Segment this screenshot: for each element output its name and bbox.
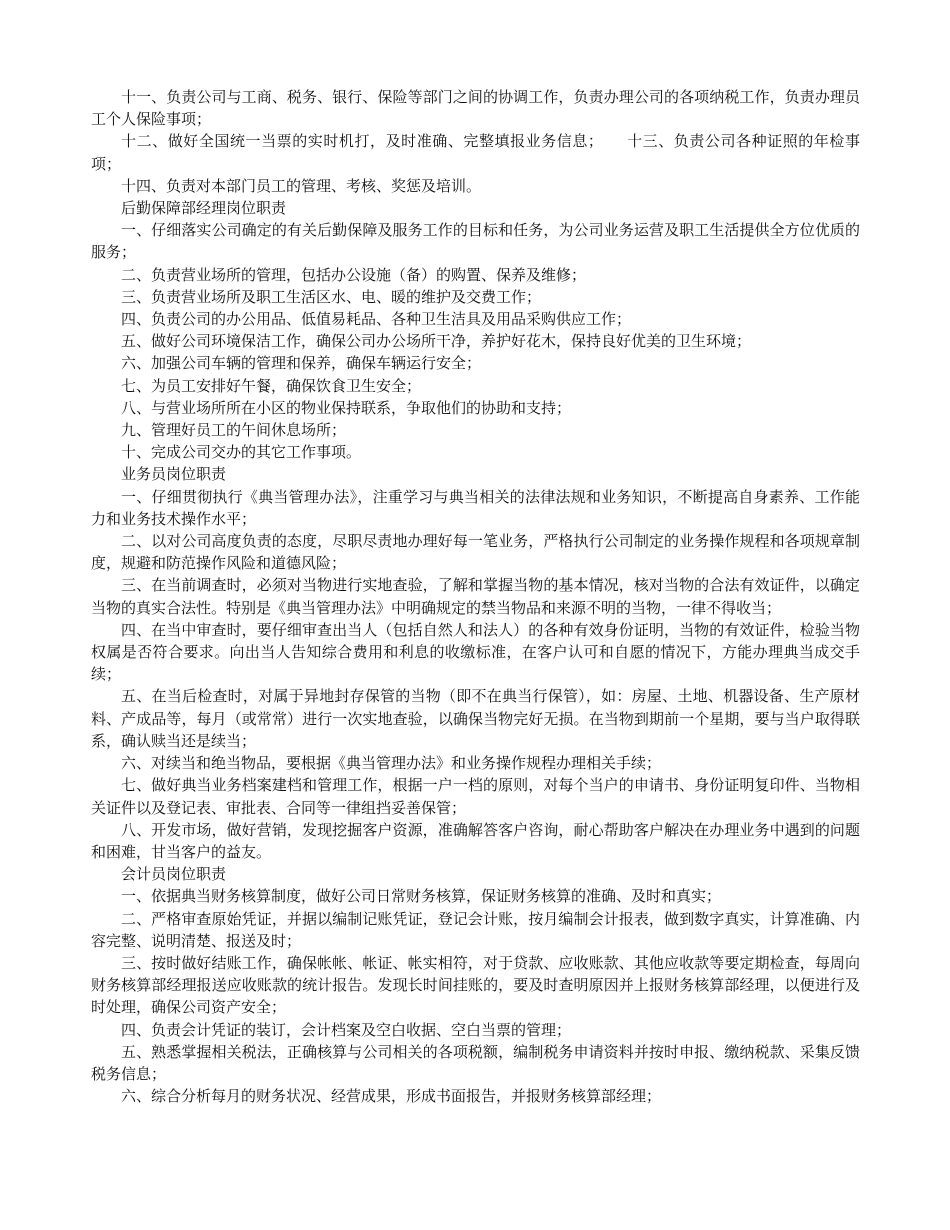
paragraph: 五、做好公司环境保洁工作，确保公司办公场所干净，养护好花木，保持良好优美的卫生环境； xyxy=(121,332,752,351)
paragraph: 一、依据典当财务核算制度，做好公司日常财务核算，保证财务核算的准确、及时和真实； xyxy=(121,887,722,906)
paragraph: 二、严格审查原始凭证，并据以编制记账凭证，登记会计账，按月编制会计报表，做到数字真实，计算准确、内容完整、说明清楚、报送及时； xyxy=(91,909,860,950)
paragraph: 四、负责会计凭证的装订，会计档案及空白收据、空白当票的管理； xyxy=(121,1020,572,1039)
paragraph: 十二、做好全国统一当票的实时机打，及时准确、完整填报业务信息； 十三、负责公司各种证照的年检事项； xyxy=(91,132,860,173)
paragraph: 六、综合分析每月的财务状况、经营成果，形成书面报告，并报财务核算部经理； xyxy=(121,1087,662,1106)
section-heading: 会计员岗位职责 xyxy=(121,865,227,884)
paragraph: 二、以对公司高度负责的态度，尽职尽责地办理好每一笔业务，严格执行公司制定的业务操作规程和各项规章制度，规避和防范操作风险和道德风险； xyxy=(91,532,860,573)
paragraph: 十四、负责对本部门员工的管理、考核、奖惩及培训。 xyxy=(121,176,482,195)
paragraph: 七、为员工安排好午餐，确保饮食卫生安全； xyxy=(121,376,422,395)
paragraph: 六、对续当和绝当物品，要根据《典当管理办法》和业务操作规程办理相关手续； xyxy=(121,754,662,773)
paragraph: 三、负责营业场所及职工生活区水、电、暖的维护及交费工作； xyxy=(121,287,542,306)
paragraph: 三、按时做好结账工作，确保帐帐、帐证、帐实相符，对于贷款、应收账款、其他应收款等要定期检查，每周向财务核算部经理报送应收账款的统计报告。发现长时间挂账的，要及时查明原因并上报财务核算部经理，以便进行及时处理，确保公司资产安全； xyxy=(91,953,860,1017)
paragraph: 十一、负责公司与工商、税务、银行、保险等部门之间的协调工作，负责办理公司的各项纳税工作，负责办理员工个人保险事项； xyxy=(91,88,860,129)
paragraph: 八、开发市场，做好营销，发现挖掘客户资源，准确解答客户咨询，耐心帮助客户解决在办理业务中遇到的问题和困难，甘当客户的益友。 xyxy=(91,820,860,861)
paragraph: 五、熟悉掌握相关税法，正确核算与公司相关的各项税额，编制税务申请资料并按时申报、缴纳税款、采集反馈税务信息； xyxy=(91,1042,860,1083)
paragraph: 九、管理好员工的午间休息场所； xyxy=(121,421,347,440)
paragraph: 一、仔细落实公司确定的有关后勤保障及服务工作的目标和任务，为公司业务运营及职工生活提供全方位优质的服务； xyxy=(91,221,860,262)
paragraph: 六、加强公司车辆的管理和保养，确保车辆运行安全； xyxy=(121,354,482,373)
paragraph: 一、仔细贯彻执行《典当管理办法》，注重学习与典当相关的法律法规和业务知识，不断提高自身素养、工作能力和业务技术操作水平； xyxy=(91,487,860,528)
section-heading: 业务员岗位职责 xyxy=(121,465,227,484)
paragraph: 四、负责公司的办公用品、低值易耗品、各种卫生洁具及用品采购供应工作； xyxy=(121,310,632,329)
paragraph: 五、在当后检查时，对属于异地封存保管的当物（即不在典当行保管），如：房屋、土地、机器设备、生产原材料、产成品等，每月（或常常）进行一次实地查验，以确保当物完好无损。在当物到期前一个星期，要与当户取得联系，确认赎当还是续当； xyxy=(91,687,860,750)
paragraph: 十、完成公司交办的其它工作事项。 xyxy=(121,443,362,462)
paragraph: 八、与营业场所所在小区的物业保持联系，争取他们的协助和支持； xyxy=(121,398,572,417)
paragraph: 四、在当中审查时，要仔细审查出当人（包括自然人和法人）的各种有效身份证明，当物的有效证件，检验当物权属是否符合要求。向出当人告知综合费用和利息的收缴标准，在客户认可和自愿的情况下，方能办理典当成交手续； xyxy=(91,620,860,684)
paragraph: 七、做好典当业务档案建档和管理工作，根据一户一档的原则，对每个当户的申请书、身份证明复印件、当物相关证件以及登记表、审批表、合同等一律组挡妥善保管； xyxy=(91,776,860,817)
paragraph: 三、在当前调查时，必须对当物进行实地查验，了解和掌握当物的基本情况，核对当物的合法有效证件，以确定当物的真实合法性。特别是《典当管理办法》中明确规定的禁当物品和来源不明的当物，一律不得收当； xyxy=(91,576,860,617)
paragraph: 二、负责营业场所的管理，包括办公设施（备）的购置、保养及维修； xyxy=(121,265,587,284)
section-heading: 后勤保障部经理岗位职责 xyxy=(121,199,287,218)
